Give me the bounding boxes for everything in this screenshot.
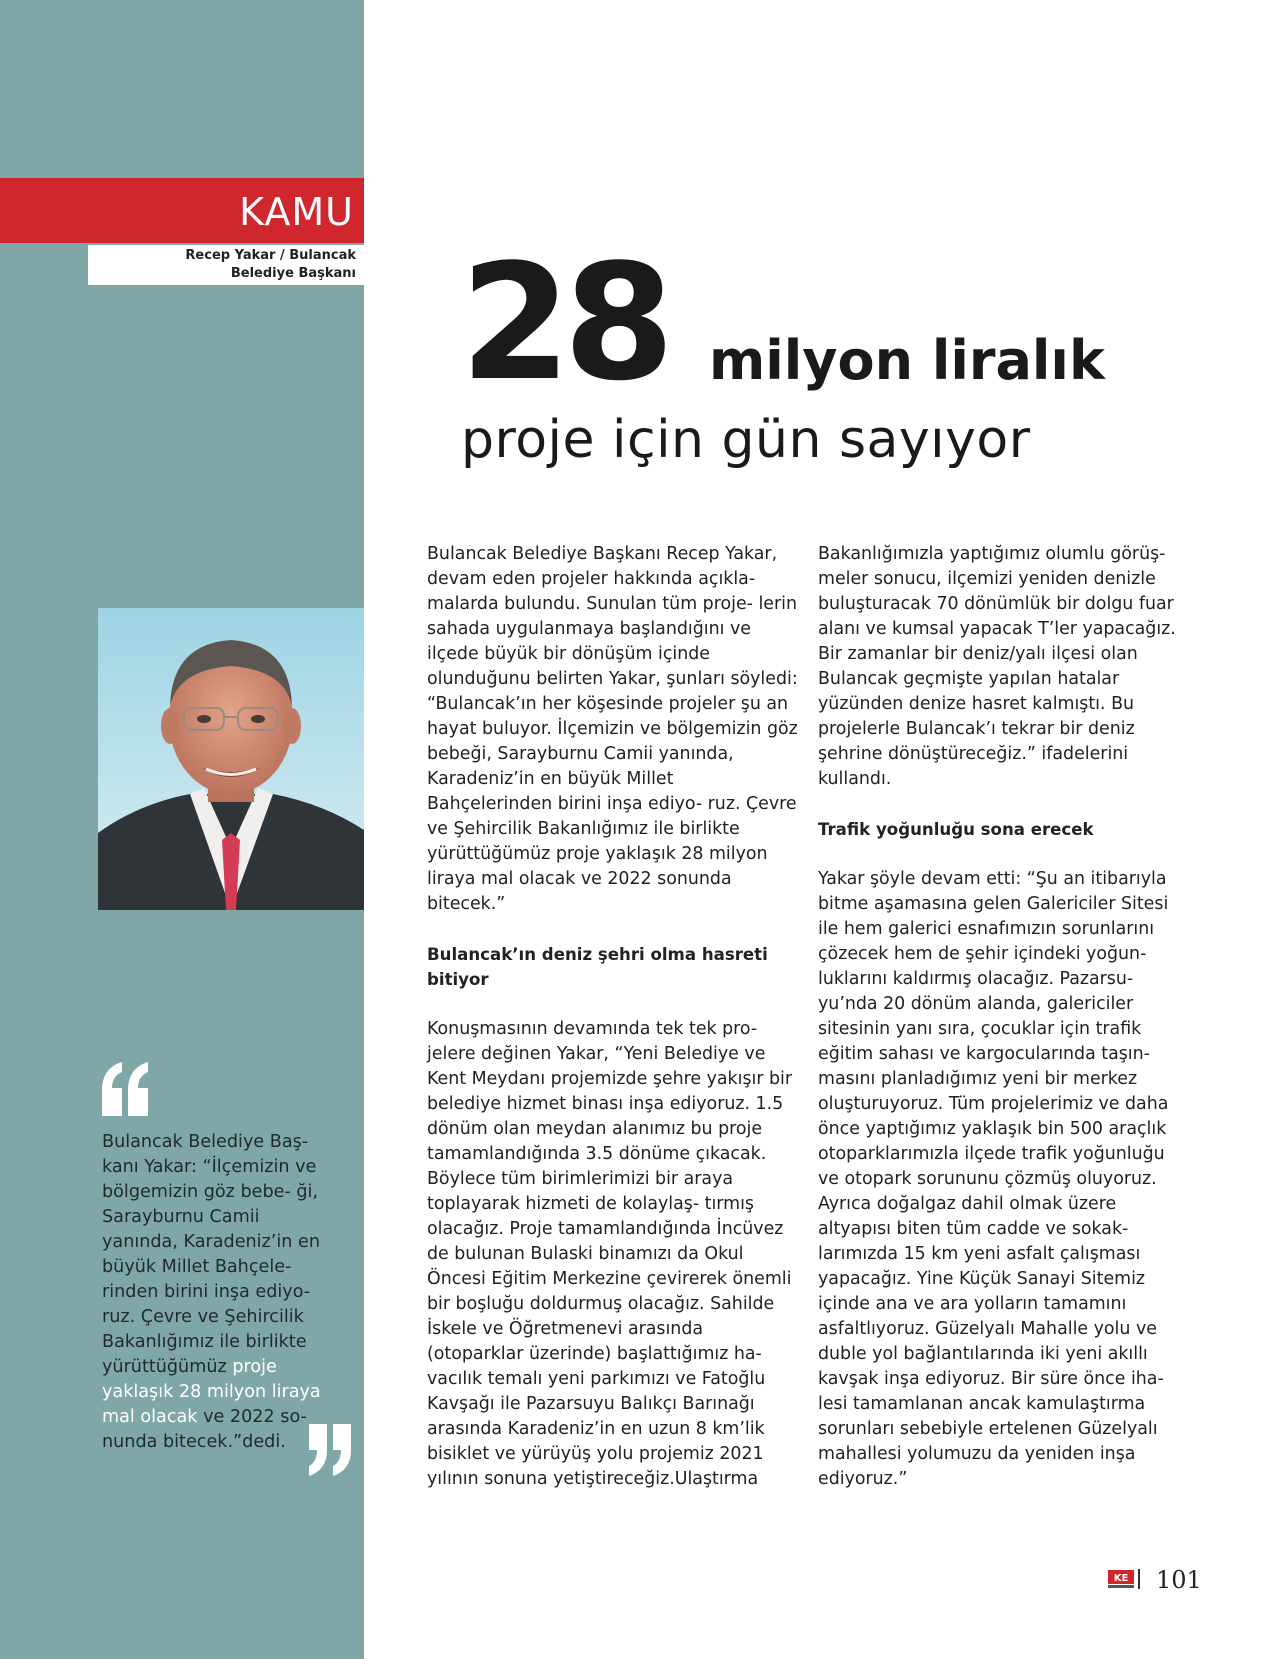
- section-label: KAMU: [239, 190, 354, 234]
- subheading: Trafik yoğunluğu sona erecek: [818, 820, 1094, 839]
- portrait-illustration: [98, 608, 364, 910]
- section-banner: [0, 178, 364, 243]
- byline: [88, 245, 364, 285]
- byline-name: Recep Yakar / Bulancak: [185, 248, 356, 263]
- portrait-photo: [98, 608, 364, 910]
- headline-line-2: proje için gün sayıyor: [461, 410, 1031, 470]
- headline-line-1: milyon liralık: [709, 329, 1105, 392]
- paragraph: Yakar şöyle devam etti: “Şu an itibarıyla bitme aşamasına gelen Galericiler Sitesi ile hem galerici esnafımızın sorunlarını çözecek hem de şehir içindeki yoğun- luklarını kaldırmış olacağız. Pazarsu- yu’nda 20 dönüm alanda, galericiler sitesinin yanı sıra, çocuklar için trafik eğitim sahası ve kargocularında taşın- masını planladığımız yeni bir merkez oluşturuyoruz. Tüm projelerimiz ve daha önce yaptığımız yaklaşık bin 500 araçlık otoparklarımızla ilçede trafik yoğunluğu ve otopark sorununu çözmüş oluyoruz. Ayrıca doğalgaz dahil olmak üzere altyapısı biten tüm cadde ve sokak- larımızda 15 km yeni asfalt çalışması yapacağız. Yine Küçük Sanayi Sitemiz içinde ana ve ara yolların tamamını asfaltlıyoruz. Güzelyalı Mahalle yolu ve duble yol bağlantılarında iki yeni akıllı kavşak inşa ediyoruz. Bir süre önce iha- lesi tamamlanan ancak kamulaştırma sorunları sebebiyle ertelenen Güzelyalı mahallesi yolumuzu da yeniden inşa ediyoruz.”: [818, 869, 1169, 1489]
- magazine-logo-icon: [1108, 1570, 1134, 1588]
- pull-quote-text-end: ve 2022 so- nunda bitecek.”dedi.: [102, 1407, 307, 1452]
- paragraph: Konuşmasının devamında tek tek pro- jelere değinen Yakar, “Yeni Belediye ve Kent Meydanı projemizde şehre yakışır bir belediye hizmet binası inşa ediyoruz. 1.5 dönüm olan meydan alanımız bu proje tamamlandığında 3.5 dönüme çıkacak. Böylece tüm birimlerimizi bir araya toplayarak hizmeti de kolaylaş- tırmış olacağız. Proje tamamlandığında İncüvez de bulunan Bulaski binamızı da Okul Öncesi Eğitim Merkezine çevirerek önemli bir boşluğu doldurmuş olacağız. Sahilde İskele ve Öğretmenevi arasında (otoparklar üzerinde) başlattığımız ha- vacılık temalı yeni parkımızı ve Fatoğlu Kavşağı ile Pazarsuyu Balıkçı Barınağı arasında Karadeniz’in en uzun 8 km’lik bisiklet ve yürüyüş yolu projemiz 2021 yılının sonuna yetiştireceğiz.Ulaştırma: [427, 1019, 793, 1489]
- pull-quote: [102, 1130, 334, 1455]
- headline-number: 28: [460, 229, 667, 416]
- subheading: Bulancak’ın deniz şehri olma hasreti bitiyor: [427, 945, 768, 989]
- close-quote-icon: [307, 1422, 353, 1478]
- page-number: 101: [1156, 1566, 1202, 1594]
- article-column-2: [818, 542, 1190, 1492]
- paragraph: Bulancak Belediye Başkanı Recep Yakar, devam eden projeler hakkında açıkla- malarda bulundu. Sunulan tüm proje- lerin sahada uygulanmaya başlandığını ve ilçede büyük bir dönüşüm içinde olunduğunu belirten Yakar, şunları söyledi: “Bulancak’ın her köşesinde projeler şu an hayat buluyor. İlçemizin ve bölgemizin göz bebeği, Sarayburnu Camii yanında, Karadeniz’in en büyük Millet Bahçelerinden birini inşa ediyo- ruz. Çevre ve Şehircilik Bakanlığımız ile birlikte yürüttüğümüz proje yaklaşık 28 milyon liraya mal olacak ve 2022 sonunda bitecek.”: [427, 544, 798, 914]
- pull-quote-highlight: proje yaklaşık 28 milyon liraya mal olacak: [102, 1357, 321, 1427]
- paragraph: Bakanlığımızla yaptığımız olumlu görüş- meler sonucu, ilçemizi yeniden denizle buluşturacak 70 dönümlük bir dolgu fuar alanı ve kumsal yapacak T’ler yapacağız. Bir zamanlar bir deniz/yalı ilçesi olan Bulancak geçmişte yapılan hatalar yüzünden denize hasret kalmıştı. Bu projelerle Bulancak’ı tekrar bir deniz şehrine dönüştüreceğiz.” ifadelerini kullandı.: [818, 544, 1176, 789]
- article-column-1: [427, 542, 799, 1492]
- logo-text: KE: [1113, 1573, 1129, 1584]
- pull-quote-text: Bulancak Belediye Baş- kanı Yakar: “İlçemizin ve bölgemizin göz bebe- ği, Sarayburnu Camii yanında, Karadeniz’in en büyük Millet Bahçele- rinden birini inşa ediyo- ruz. Çevre ve Şehircilik Bakanlığımız ile birlikte yürüttüğümüz: [102, 1132, 321, 1377]
- footer-divider: [1138, 1569, 1140, 1589]
- open-quote-icon: [100, 1060, 150, 1120]
- byline-title: Belediye Başkanı: [230, 266, 356, 281]
